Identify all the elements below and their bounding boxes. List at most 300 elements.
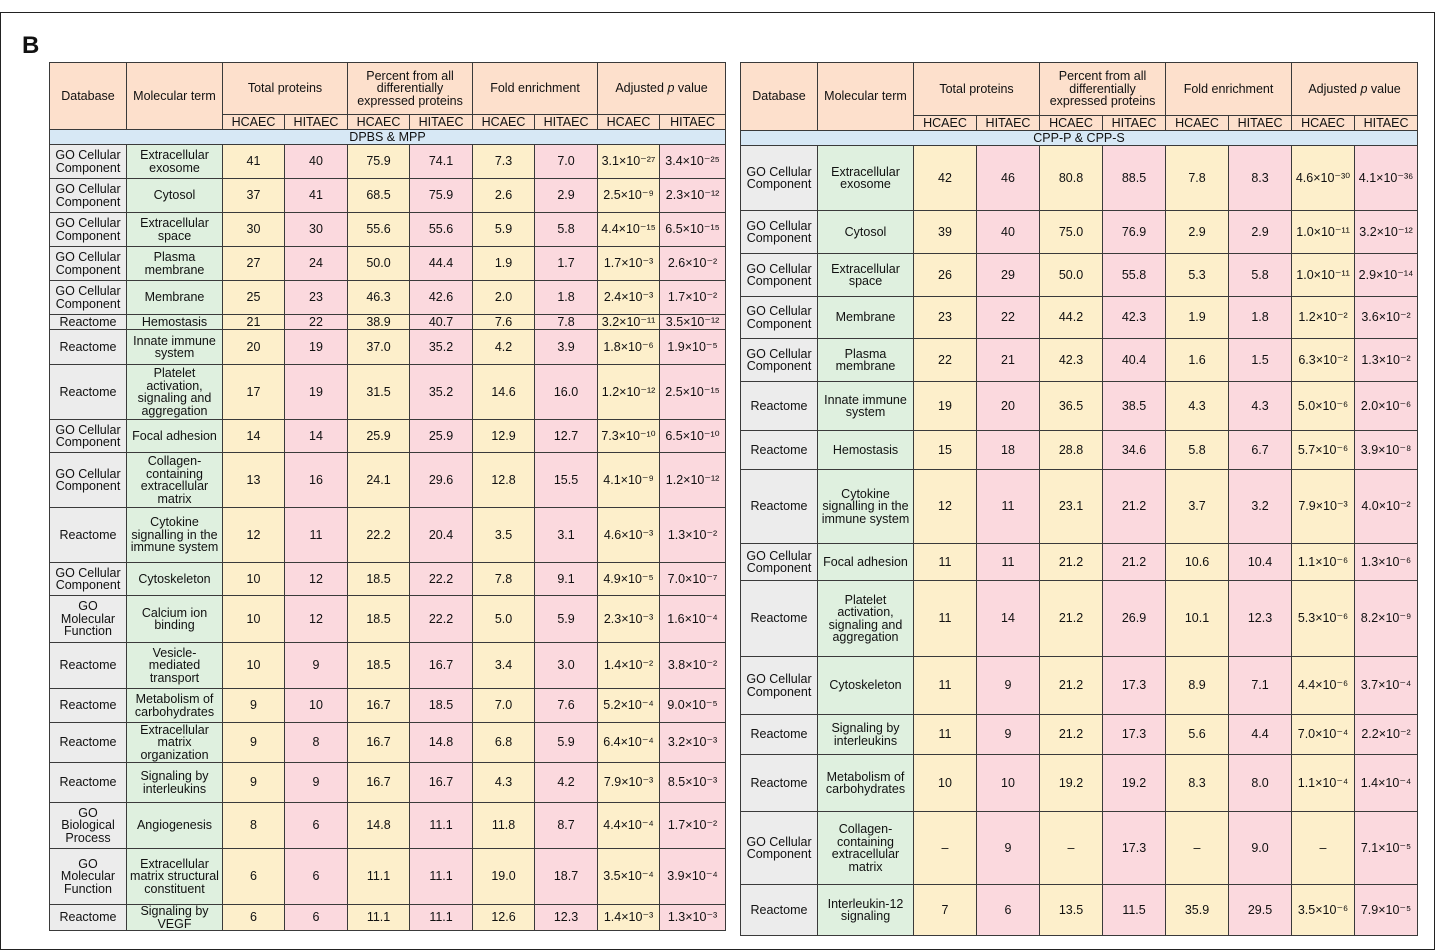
value-cell: 12.8 [473,453,535,508]
molecular-term-cell: Membrane [127,281,223,315]
value-cell: 1.0×10⁻¹¹ [1292,254,1355,297]
molecular-term-cell: Extracellular matrix structural constituent [127,849,223,905]
value-cell: 4.6×10⁻³ [598,508,660,563]
value-cell: 5.9 [535,596,598,643]
table-row [50,247,726,281]
value-cell: 19 [914,382,977,431]
value-cell: 10 [223,563,285,596]
value-cell: – [1292,812,1355,885]
value-cell: 1.0×10⁻¹¹ [1292,211,1355,254]
table-row [741,715,1418,755]
value-cell: 17.3 [1103,715,1166,755]
value-cell: 9 [977,715,1040,755]
value-cell: 11.1 [410,849,473,905]
value-cell: 25 [223,281,285,315]
database-cell: Reactome [50,315,127,330]
value-cell: 68.5 [348,179,410,213]
value-cell: 25.9 [348,420,410,453]
enrichment-table-left [49,62,726,931]
value-cell: 75.9 [348,145,410,179]
value-cell: 15 [914,431,977,470]
table-row [741,146,1418,211]
value-cell: 30 [285,213,348,247]
value-cell: 1.4×10⁻⁴ [1355,755,1418,812]
value-cell: 11.1 [410,803,473,849]
table-row [50,643,726,689]
value-cell: 3.9×10⁻⁸ [1355,431,1418,470]
value-cell: 55.8 [1103,254,1166,297]
value-cell: 24 [285,247,348,281]
molecular-term-cell: Cytoskeleton [818,657,914,715]
value-cell: 76.9 [1103,211,1166,254]
value-cell: 55.6 [348,213,410,247]
table-row [50,723,726,763]
value-cell: 6 [285,905,348,931]
subheader-hitaec: HITAEC [660,115,726,130]
value-cell: 3.5×10⁻⁶ [1292,885,1355,936]
value-cell: 1.4×10⁻² [598,643,660,689]
database-cell: GO Cellular Component [741,297,818,339]
table-row [741,885,1418,936]
molecular-term-cell: Signaling by interleukins [127,763,223,803]
value-cell: 9 [285,763,348,803]
header-adjusted-p: Adjusted p value [598,63,726,115]
database-cell: GO Cellular Component [50,563,127,596]
table-row [50,563,726,596]
value-cell: 18.5 [348,643,410,689]
value-cell: 4.1×10⁻⁹ [598,453,660,508]
value-cell: 19 [285,365,348,420]
value-cell: 14.8 [410,723,473,763]
molecular-term-cell: Extracellular exosome [127,145,223,179]
value-cell: 1.2×10⁻¹² [660,453,726,508]
value-cell: 50.0 [1040,254,1103,297]
value-cell: 7.1 [1229,657,1292,715]
value-cell: 7.8 [1166,146,1229,211]
value-cell: 3.6×10⁻² [1355,297,1418,339]
value-cell: 27 [223,247,285,281]
header-percent: Percent from all differentially expressed proteins [1040,63,1166,116]
value-cell: 21 [977,339,1040,382]
value-cell: 2.9 [1166,211,1229,254]
molecular-term-cell: Metabolism of carbohydrates [127,689,223,723]
subheader-hcaec: HCAEC [1292,116,1355,131]
value-cell: 7.8 [473,563,535,596]
value-cell: 2.4×10⁻³ [598,281,660,315]
value-cell: 5.2×10⁻⁴ [598,689,660,723]
value-cell: 6 [223,849,285,905]
value-cell: 7.0×10⁻⁷ [660,563,726,596]
value-cell: – [914,812,977,885]
value-cell: 23 [914,297,977,339]
value-cell: 11.1 [348,905,410,931]
value-cell: 21.2 [1040,581,1103,657]
value-cell: 5.8 [1229,254,1292,297]
value-cell: 1.9 [1166,297,1229,339]
table-row [50,213,726,247]
value-cell: 2.3×10⁻³ [598,596,660,643]
value-cell: 50.0 [348,247,410,281]
value-cell: 14 [977,581,1040,657]
value-cell: 19.0 [473,849,535,905]
table-row [50,281,726,315]
molecular-term-cell: Calcium ion binding [127,596,223,643]
value-cell: 12.7 [535,420,598,453]
value-cell: 1.2×10⁻² [1292,297,1355,339]
value-cell: 29.5 [1229,885,1292,936]
value-cell: 9.0×10⁻⁵ [660,689,726,723]
table-row [741,657,1418,715]
database-cell: Reactome [741,382,818,431]
value-cell: 21 [223,315,285,330]
value-cell: 7.9×10⁻⁵ [1355,885,1418,936]
molecular-term-cell: Cytokine signalling in the immune system [127,508,223,563]
value-cell: 7.6 [535,689,598,723]
value-cell: 41 [223,145,285,179]
value-cell: 4.3 [1166,382,1229,431]
header-molecular-term: Molecular term [818,63,914,131]
value-cell: 21.2 [1040,544,1103,581]
subheader-hitaec: HITAEC [1355,116,1418,131]
database-cell: Reactome [50,508,127,563]
table-row [50,179,726,213]
value-cell: 8.5×10⁻³ [660,763,726,803]
subheader-hitaec: HITAEC [535,115,598,130]
database-cell: GO Cellular Component [741,657,818,715]
value-cell: 20 [223,330,285,365]
value-cell: 1.7×10⁻² [660,803,726,849]
value-cell: 2.6×10⁻² [660,247,726,281]
value-cell: 3.4×10⁻²⁵ [660,145,726,179]
value-cell: 1.1×10⁻⁶ [1292,544,1355,581]
value-cell: 7.0 [535,145,598,179]
molecular-term-cell: Extracellular matrix organization [127,723,223,763]
table-row [741,297,1418,339]
value-cell: 22 [977,297,1040,339]
value-cell: 21.2 [1040,657,1103,715]
value-cell: 2.5×10⁻⁹ [598,179,660,213]
value-cell: 8 [223,803,285,849]
value-cell: 2.0 [473,281,535,315]
value-cell: 19.2 [1103,755,1166,812]
value-cell: 4.2 [473,330,535,365]
value-cell: 6.4×10⁻⁴ [598,723,660,763]
value-cell: 2.5×10⁻¹⁵ [660,365,726,420]
database-cell: GO Cellular Component [50,281,127,315]
database-cell: GO Cellular Component [741,544,818,581]
molecular-term-cell: Hemostasis [127,315,223,330]
value-cell: 8.3 [1166,755,1229,812]
table-row [50,508,726,563]
value-cell: 5.6 [1166,715,1229,755]
value-cell: 11.1 [410,905,473,931]
value-cell: 1.5 [1229,339,1292,382]
value-cell: 2.2×10⁻² [1355,715,1418,755]
value-cell: 7.9×10⁻³ [598,763,660,803]
header-total-proteins: Total proteins [223,63,348,115]
subheader-hitaec: HITAEC [410,115,473,130]
value-cell: 12 [285,563,348,596]
value-cell: 6.5×10⁻¹⁰ [660,420,726,453]
value-cell: 35.2 [410,365,473,420]
value-cell: 16.7 [410,643,473,689]
table-row [50,803,726,849]
table-row [741,211,1418,254]
value-cell: 11 [914,544,977,581]
value-cell: 42.3 [1103,297,1166,339]
value-cell: 40.4 [1103,339,1166,382]
molecular-term-cell: Collagen-containing extracellular matrix [127,453,223,508]
value-cell: 2.9 [1229,211,1292,254]
value-cell: 3.7 [1166,470,1229,544]
molecular-term-cell: Cytokine signalling in the immune system [818,470,914,544]
value-cell: 1.6 [1166,339,1229,382]
value-cell: 1.3×10⁻² [660,508,726,563]
database-cell: GO Biological Process [50,803,127,849]
value-cell: 10 [285,689,348,723]
value-cell: 6 [977,885,1040,936]
table-row [741,470,1418,544]
value-cell: 9 [223,723,285,763]
database-cell: Reactome [741,755,818,812]
value-cell: 3.5 [473,508,535,563]
value-cell: 11.5 [1103,885,1166,936]
value-cell: 36.5 [1040,382,1103,431]
value-cell: 6.3×10⁻² [1292,339,1355,382]
value-cell: 9.0 [1229,812,1292,885]
value-cell: 3.9 [535,330,598,365]
value-cell: 34.6 [1103,431,1166,470]
database-cell: GO Cellular Component [741,812,818,885]
value-cell: 17.3 [1103,812,1166,885]
value-cell: 6.5×10⁻¹⁵ [660,213,726,247]
value-cell: 22.2 [410,563,473,596]
table-row [741,812,1418,885]
value-cell: 9 [285,643,348,689]
database-cell: Reactome [741,715,818,755]
value-cell: 1.7 [535,247,598,281]
value-cell: 4.4×10⁻⁶ [1292,657,1355,715]
value-cell: 7 [914,885,977,936]
value-cell: 40.7 [410,315,473,330]
value-cell: 5.0 [473,596,535,643]
value-cell: 46.3 [348,281,410,315]
subheader-hcaec: HCAEC [914,116,977,131]
value-cell: 18.7 [535,849,598,905]
table-row [50,453,726,508]
value-cell: 8.3 [1229,146,1292,211]
value-cell: 39 [914,211,977,254]
value-cell: 10 [223,643,285,689]
value-cell: 7.8 [535,315,598,330]
value-cell: 22.2 [410,596,473,643]
value-cell: 35.2 [410,330,473,365]
value-cell: 42.6 [410,281,473,315]
database-cell: GO Cellular Component [50,179,127,213]
value-cell: 7.6 [473,315,535,330]
value-cell: 1.9×10⁻⁵ [660,330,726,365]
value-cell: 40 [977,211,1040,254]
table-row [50,849,726,905]
value-cell: 18.5 [410,689,473,723]
molecular-term-cell: Extracellular exosome [818,146,914,211]
value-cell: 16.7 [348,763,410,803]
section-label: CPP-P & CPP-S [741,131,1418,146]
value-cell: 4.4 [1229,715,1292,755]
value-cell: 31.5 [348,365,410,420]
value-cell: – [1166,812,1229,885]
database-cell: GO Cellular Component [50,247,127,281]
database-cell: GO Cellular Component [50,453,127,508]
table-row [50,689,726,723]
value-cell: 8.7 [535,803,598,849]
value-cell: 1.8 [1229,297,1292,339]
value-cell: 9 [977,812,1040,885]
database-cell: GO Cellular Component [741,339,818,382]
value-cell: 18.5 [348,596,410,643]
database-cell: Reactome [50,763,127,803]
database-cell: GO Molecular Function [50,849,127,905]
value-cell: 29 [977,254,1040,297]
molecular-term-cell: Extracellular space [127,213,223,247]
value-cell: 8.2×10⁻⁹ [1355,581,1418,657]
database-cell: GO Cellular Component [741,254,818,297]
molecular-term-cell: Innate immune system [818,382,914,431]
value-cell: 26 [914,254,977,297]
value-cell: 21.2 [1040,715,1103,755]
header-total-proteins: Total proteins [914,63,1040,116]
subheader-hcaec: HCAEC [598,115,660,130]
table-row [741,382,1418,431]
value-cell: 17.3 [1103,657,1166,715]
value-cell: 37.0 [348,330,410,365]
value-cell: 11 [977,544,1040,581]
value-cell: 42 [914,146,977,211]
value-cell: 3.4 [473,643,535,689]
value-cell: 6 [223,905,285,931]
database-cell: GO Cellular Component [50,213,127,247]
table-body-right [741,146,1418,936]
value-cell: 2.9 [535,179,598,213]
table-row [50,315,726,330]
header-database: Database [50,63,127,130]
value-cell: 5.0×10⁻⁶ [1292,382,1355,431]
value-cell: 7.9×10⁻³ [1292,470,1355,544]
table-row [50,420,726,453]
molecular-term-cell: Platelet activation, signaling and aggregation [818,581,914,657]
value-cell: 9 [223,763,285,803]
value-cell: 24.1 [348,453,410,508]
value-cell: 9 [977,657,1040,715]
value-cell: 38.9 [348,315,410,330]
value-cell: 55.6 [410,213,473,247]
subheader-hitaec: HITAEC [977,116,1040,131]
table-row [741,431,1418,470]
value-cell: 13 [223,453,285,508]
value-cell: 14 [223,420,285,453]
header-fold-enrichment: Fold enrichment [1166,63,1292,116]
molecular-term-cell: Plasma membrane [127,247,223,281]
value-cell: 2.0×10⁻⁶ [1355,382,1418,431]
value-cell: 11 [977,470,1040,544]
subheader-hitaec: HITAEC [285,115,348,130]
value-cell: 16.7 [410,763,473,803]
value-cell: 21.2 [1103,470,1166,544]
value-cell: 19.2 [1040,755,1103,812]
value-cell: 4.4×10⁻⁴ [598,803,660,849]
molecular-term-cell: Hemostasis [818,431,914,470]
value-cell: 16.7 [348,723,410,763]
molecular-term-cell: Innate immune system [127,330,223,365]
value-cell: 16 [285,453,348,508]
value-cell: 4.4×10⁻¹⁵ [598,213,660,247]
table-row [50,596,726,643]
value-cell: 1.8 [535,281,598,315]
value-cell: 20 [977,382,1040,431]
value-cell: 11.8 [473,803,535,849]
value-cell: 23.1 [1040,470,1103,544]
table-row [741,581,1418,657]
molecular-term-cell: Platelet activation, signaling and aggregation [127,365,223,420]
value-cell: 5.3 [1166,254,1229,297]
value-cell: 35.9 [1166,885,1229,936]
molecular-term-cell: Signaling by VEGF [127,905,223,931]
value-cell: 46 [977,146,1040,211]
header-database: Database [741,63,818,131]
value-cell: 1.7×10⁻² [660,281,726,315]
value-cell: 23 [285,281,348,315]
database-cell: GO Cellular Component [50,145,127,179]
value-cell: 3.5×10⁻⁴ [598,849,660,905]
value-cell: 11 [285,508,348,563]
value-cell: 11 [914,581,977,657]
value-cell: 3.0 [535,643,598,689]
value-cell: 12 [914,470,977,544]
value-cell: 16.0 [535,365,598,420]
table-row [50,330,726,365]
value-cell: 12 [285,596,348,643]
database-cell: Reactome [50,330,127,365]
value-cell: 3.9×10⁻⁴ [660,849,726,905]
value-cell: 4.6×10⁻³⁰ [1292,146,1355,211]
value-cell: 4.1×10⁻³⁶ [1355,146,1418,211]
molecular-term-cell: Membrane [818,297,914,339]
database-cell: Reactome [741,885,818,936]
database-cell: Reactome [50,723,127,763]
value-cell: 22 [285,315,348,330]
value-cell: 8.9 [1166,657,1229,715]
table-row [741,339,1418,382]
table-row [741,755,1418,812]
value-cell: 40 [285,145,348,179]
molecular-term-cell: Vesicle-mediated transport [127,643,223,689]
value-cell: 10 [914,755,977,812]
value-cell: 4.9×10⁻⁵ [598,563,660,596]
section-label: DPBS & MPP [50,130,726,145]
subheader-hcaec: HCAEC [1040,116,1103,131]
value-cell: 13.5 [1040,885,1103,936]
value-cell: 9.1 [535,563,598,596]
value-cell: 3.8×10⁻² [660,643,726,689]
value-cell: 1.1×10⁻⁴ [1292,755,1355,812]
value-cell: 11.1 [348,849,410,905]
table-row [50,763,726,803]
value-cell: 11 [914,715,977,755]
value-cell: 4.2 [535,763,598,803]
value-cell: 20.4 [410,508,473,563]
subheader-hitaec: HITAEC [1229,116,1292,131]
value-cell: 80.8 [1040,146,1103,211]
